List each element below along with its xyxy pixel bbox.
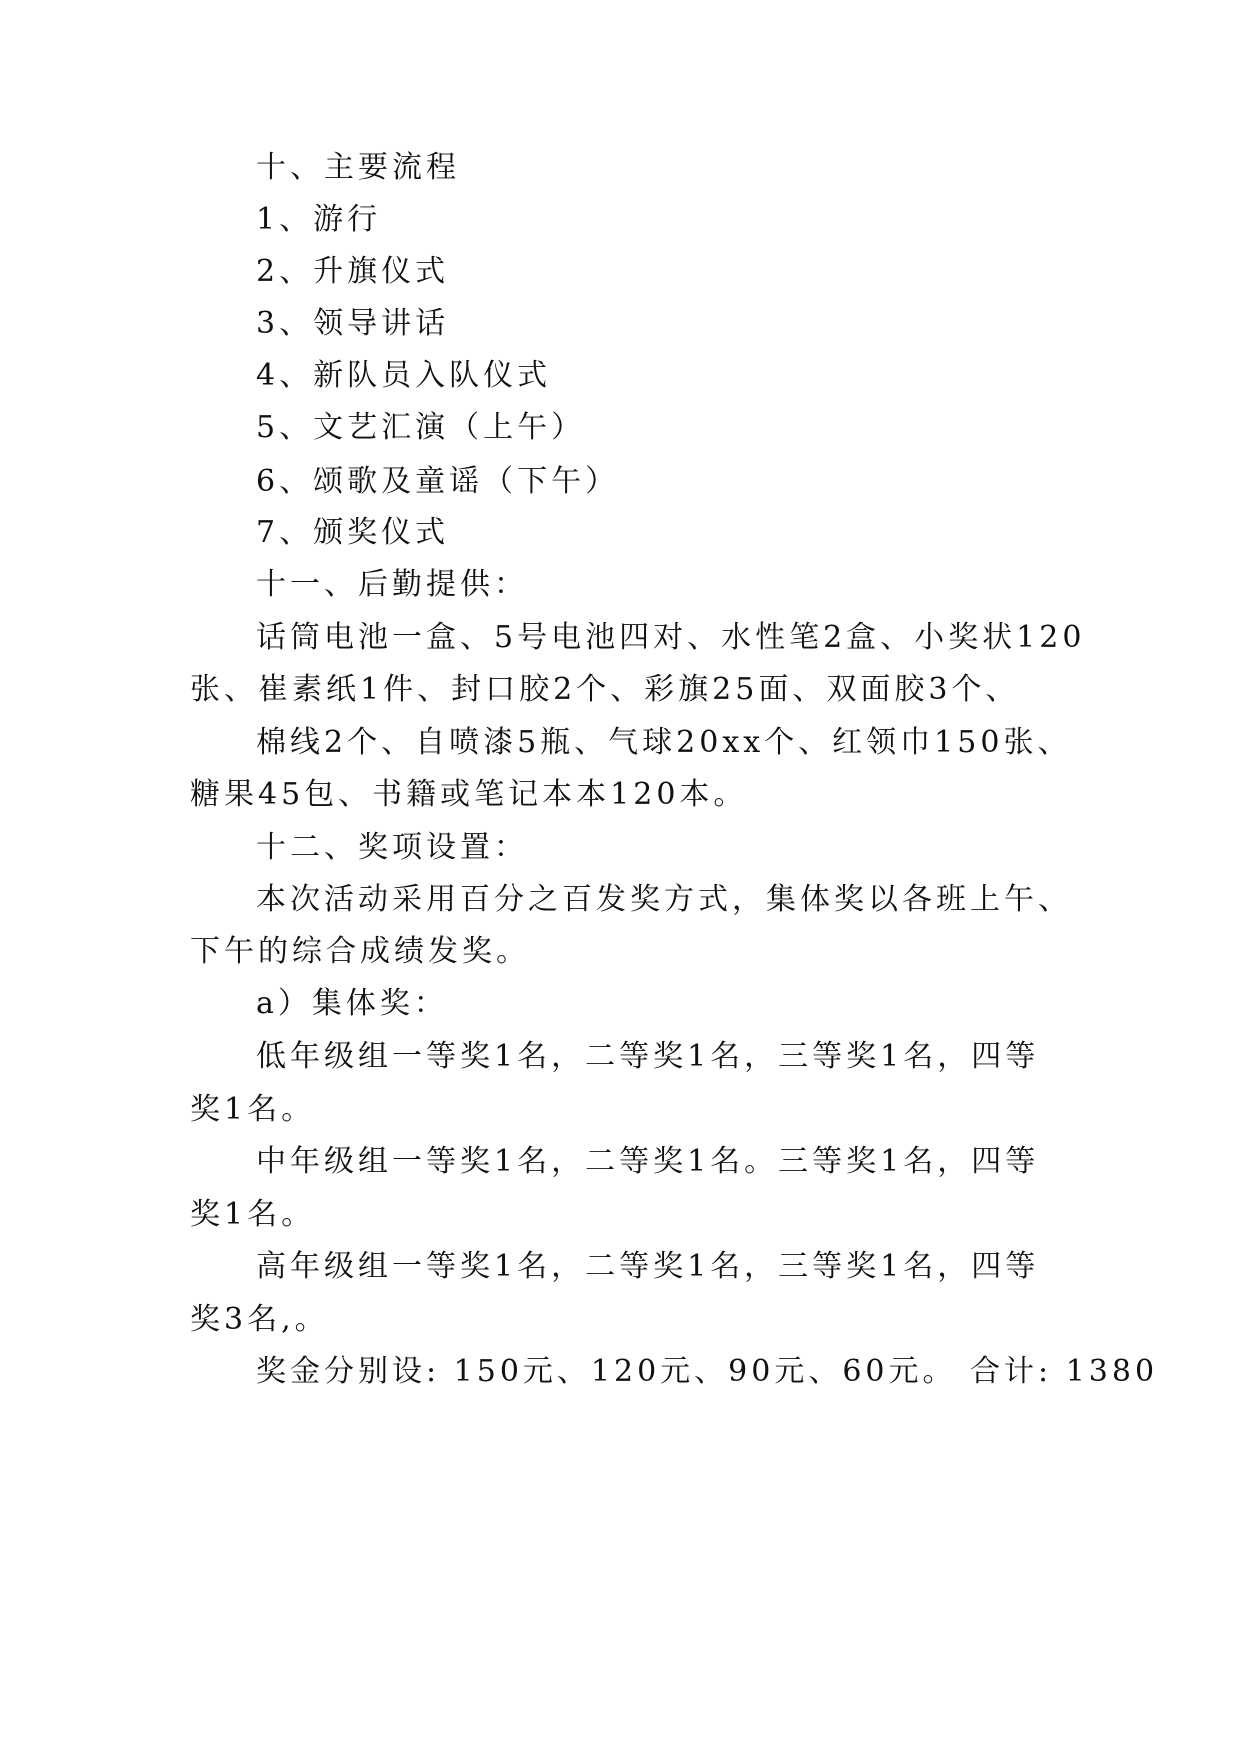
section-heading-logistics: 十一、后勤提供： (256, 567, 528, 602)
award-group-low-cont: 奖1名。 (190, 1092, 316, 1127)
list-item: 3、领导讲话 (256, 306, 450, 341)
section-heading-awards: 十二、奖项设置： (256, 830, 528, 865)
award-group-mid-cont: 奖1名。 (190, 1197, 316, 1232)
award-group-high-cont: 奖3名,。 (190, 1302, 329, 1337)
logistics-line: 糖果45包、书籍或笔记本本120本。 (190, 777, 748, 812)
awards-subheading: a）集体奖： (256, 986, 448, 1021)
logistics-line: 棉线2个、自喷漆5瓶、气球20xx个、红领巾150张、 (256, 725, 1072, 760)
logistics-line: 话筒电池一盒、5号电池四对、水性笔2盒、小奖状120 (256, 620, 1086, 655)
list-item: 6、颂歌及童谣（下午） (256, 464, 620, 499)
section-heading-process: 十、主要流程 (256, 150, 460, 185)
list-item: 1、游行 (256, 202, 382, 237)
list-item: 2、升旗仪式 (256, 254, 450, 289)
list-item: 5、文艺汇演（上午） (256, 410, 586, 445)
award-group-low: 低年级组一等奖1名，二等奖1名，三等奖1名，四等 (256, 1039, 1040, 1074)
logistics-line: 张、崔素纸1件、封口胶2个、彩旗25面、双面胶3个、 (190, 672, 1020, 707)
list-item: 7、颁奖仪式 (256, 515, 450, 550)
awards-intro-line: 下午的综合成绩发奖。 (190, 934, 530, 969)
awards-intro-line: 本次活动采用百分之百发奖方式，集体奖以各班上午、 (256, 882, 1072, 917)
bonus-line: 奖金分别设: 150元、120元、90元、60元。 合计: 1380 (256, 1354, 1159, 1389)
award-group-mid: 中年级组一等奖1名，二等奖1名。三等奖1名，四等 (256, 1144, 1040, 1179)
award-group-high: 高年级组一等奖1名，二等奖1名，三等奖1名，四等 (256, 1249, 1040, 1284)
list-item: 4、新队员入队仪式 (256, 358, 552, 393)
